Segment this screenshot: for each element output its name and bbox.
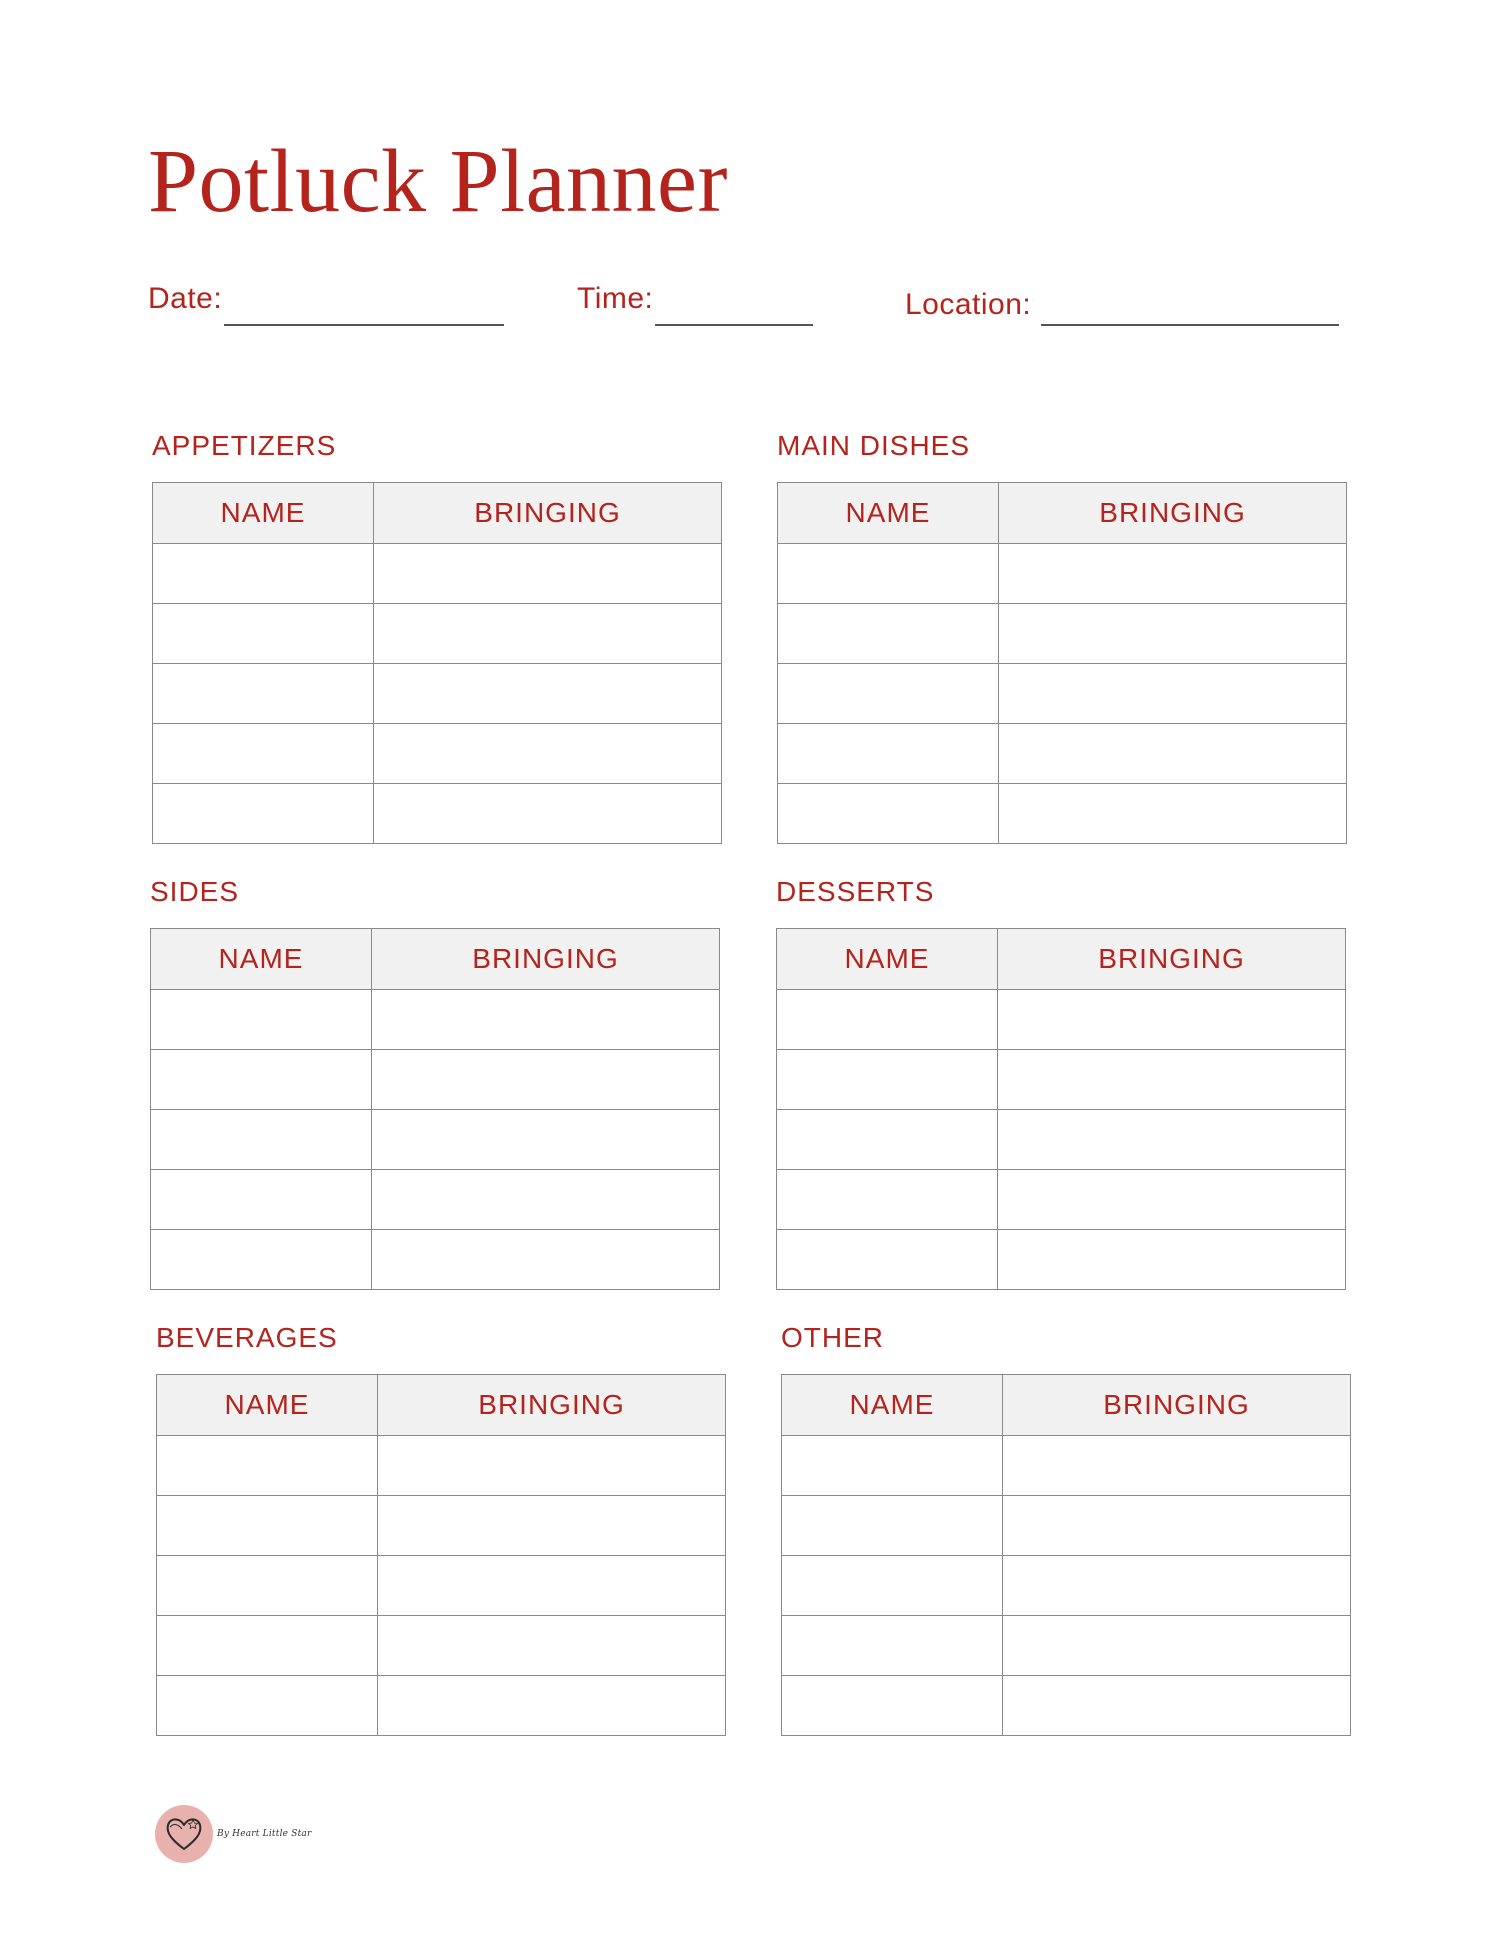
bringing-cell[interactable] xyxy=(374,544,722,604)
table-row xyxy=(782,1676,1351,1736)
bringing-cell[interactable] xyxy=(998,1230,1346,1290)
name-cell[interactable] xyxy=(157,1436,378,1496)
section-title: APPETIZERS xyxy=(152,430,337,461)
section-title: MAIN DISHES xyxy=(777,430,971,461)
other-table xyxy=(781,1374,1351,1736)
location-label: Location: xyxy=(905,288,1032,321)
name-cell[interactable] xyxy=(151,1170,372,1230)
table-header-row xyxy=(157,1375,726,1436)
table-row xyxy=(778,784,1347,844)
bringing-cell[interactable] xyxy=(999,724,1347,784)
heart-icon xyxy=(162,1812,206,1856)
section-appetizers xyxy=(152,432,722,844)
table-row xyxy=(153,604,722,664)
section-other xyxy=(781,1324,1351,1736)
location-line[interactable] xyxy=(1041,324,1339,326)
table-row xyxy=(777,990,1346,1050)
name-cell[interactable] xyxy=(151,990,372,1050)
name-cell[interactable] xyxy=(782,1676,1003,1736)
table-row xyxy=(777,1170,1346,1230)
time-label: Time: xyxy=(577,282,654,315)
bringing-header: BRINGING xyxy=(998,929,1346,990)
bringing-cell[interactable] xyxy=(998,1050,1346,1110)
name-header: NAME xyxy=(153,483,374,544)
section-desserts xyxy=(776,878,1346,1290)
name-header: NAME xyxy=(778,483,999,544)
bringing-cell[interactable] xyxy=(378,1616,726,1676)
name-cell[interactable] xyxy=(153,724,374,784)
name-cell[interactable] xyxy=(157,1496,378,1556)
name-cell[interactable] xyxy=(777,1170,998,1230)
main-dishes-table xyxy=(777,482,1347,844)
name-cell[interactable] xyxy=(157,1556,378,1616)
bringing-cell[interactable] xyxy=(1003,1616,1351,1676)
bringing-cell[interactable] xyxy=(999,664,1347,724)
table-row xyxy=(782,1436,1351,1496)
table-row xyxy=(782,1616,1351,1676)
table-row xyxy=(153,664,722,724)
bringing-cell[interactable] xyxy=(999,784,1347,844)
name-cell[interactable] xyxy=(153,664,374,724)
table-row xyxy=(151,1170,720,1230)
table-row xyxy=(157,1496,726,1556)
bringing-cell[interactable] xyxy=(1003,1676,1351,1736)
bringing-cell[interactable] xyxy=(372,1110,720,1170)
bringing-header: BRINGING xyxy=(374,483,722,544)
name-cell[interactable] xyxy=(153,604,374,664)
name-cell[interactable] xyxy=(777,1050,998,1110)
name-cell[interactable] xyxy=(777,1230,998,1290)
table-header-row xyxy=(778,483,1347,544)
name-cell[interactable] xyxy=(782,1436,1003,1496)
bringing-cell[interactable] xyxy=(378,1436,726,1496)
section-title: BEVERAGES xyxy=(156,1322,338,1353)
bringing-cell[interactable] xyxy=(378,1556,726,1616)
name-cell[interactable] xyxy=(782,1556,1003,1616)
bringing-cell[interactable] xyxy=(378,1496,726,1556)
time-line[interactable] xyxy=(655,324,813,326)
bringing-header: BRINGING xyxy=(372,929,720,990)
table-row xyxy=(778,664,1347,724)
bringing-header: BRINGING xyxy=(999,483,1347,544)
bringing-cell[interactable] xyxy=(372,1230,720,1290)
name-cell[interactable] xyxy=(778,784,999,844)
location-field[interactable] xyxy=(905,290,1339,320)
table-row xyxy=(777,1050,1346,1110)
name-header: NAME xyxy=(777,929,998,990)
table-header-row xyxy=(153,483,722,544)
name-cell[interactable] xyxy=(782,1496,1003,1556)
table-row xyxy=(157,1676,726,1736)
bringing-cell[interactable] xyxy=(374,664,722,724)
table-row xyxy=(782,1496,1351,1556)
table-row xyxy=(151,1050,720,1110)
bringing-cell[interactable] xyxy=(1003,1496,1351,1556)
bringing-cell[interactable] xyxy=(1003,1436,1351,1496)
name-cell[interactable] xyxy=(782,1616,1003,1676)
desserts-table xyxy=(776,928,1346,1290)
table-row xyxy=(153,784,722,844)
beverages-table xyxy=(156,1374,726,1736)
bringing-cell[interactable] xyxy=(372,990,720,1050)
bringing-cell[interactable] xyxy=(372,1170,720,1230)
section-title: OTHER xyxy=(781,1322,884,1353)
table-row xyxy=(151,1230,720,1290)
table-row xyxy=(157,1436,726,1496)
page-title: Potluck Planner xyxy=(148,132,728,231)
table-row xyxy=(778,604,1347,664)
bringing-cell[interactable] xyxy=(372,1050,720,1110)
name-header: NAME xyxy=(157,1375,378,1436)
section-title: DESSERTS xyxy=(776,876,935,907)
date-line[interactable] xyxy=(224,324,504,326)
name-cell[interactable] xyxy=(777,990,998,1050)
name-cell[interactable] xyxy=(157,1616,378,1676)
name-cell[interactable] xyxy=(778,664,999,724)
bringing-cell[interactable] xyxy=(378,1676,726,1736)
bringing-cell[interactable] xyxy=(999,604,1347,664)
appetizers-table xyxy=(152,482,722,844)
sides-table xyxy=(150,928,720,1290)
name-cell[interactable] xyxy=(157,1676,378,1736)
bringing-cell[interactable] xyxy=(374,784,722,844)
brand-logo xyxy=(155,1805,311,1863)
bringing-cell[interactable] xyxy=(999,544,1347,604)
name-cell[interactable] xyxy=(153,784,374,844)
table-row xyxy=(782,1556,1351,1616)
bringing-cell[interactable] xyxy=(1003,1556,1351,1616)
table-row xyxy=(777,1230,1346,1290)
table-row xyxy=(157,1556,726,1616)
bringing-header: BRINGING xyxy=(378,1375,726,1436)
bringing-cell[interactable] xyxy=(374,604,722,664)
table-row xyxy=(153,544,722,604)
bringing-header: BRINGING xyxy=(1003,1375,1351,1436)
table-row xyxy=(778,724,1347,784)
name-cell[interactable] xyxy=(151,1230,372,1290)
bringing-cell[interactable] xyxy=(998,990,1346,1050)
table-header-row xyxy=(782,1375,1351,1436)
table-row xyxy=(778,544,1347,604)
name-cell[interactable] xyxy=(778,724,999,784)
table-row xyxy=(153,724,722,784)
name-cell[interactable] xyxy=(777,1110,998,1170)
bringing-cell[interactable] xyxy=(374,724,722,784)
section-sides xyxy=(150,878,720,1290)
name-header: NAME xyxy=(151,929,372,990)
section-main-dishes xyxy=(777,432,1347,844)
bringing-cell[interactable] xyxy=(998,1110,1346,1170)
date-field[interactable] xyxy=(148,284,504,314)
name-cell[interactable] xyxy=(151,1050,372,1110)
name-cell[interactable] xyxy=(151,1110,372,1170)
table-row xyxy=(157,1616,726,1676)
name-cell[interactable] xyxy=(778,604,999,664)
time-field[interactable] xyxy=(577,284,813,314)
name-header: NAME xyxy=(782,1375,1003,1436)
section-beverages xyxy=(156,1324,726,1736)
name-cell[interactable] xyxy=(778,544,999,604)
table-header-row xyxy=(151,929,720,990)
table-row xyxy=(151,1110,720,1170)
logo-text: By Heart Little Star xyxy=(217,1829,312,1839)
name-cell[interactable] xyxy=(153,544,374,604)
logo-badge xyxy=(155,1805,213,1863)
table-header-row xyxy=(777,929,1346,990)
section-title: SIDES xyxy=(150,876,240,907)
bringing-cell[interactable] xyxy=(998,1170,1346,1230)
date-label: Date: xyxy=(148,282,223,315)
table-row xyxy=(777,1110,1346,1170)
table-row xyxy=(151,990,720,1050)
